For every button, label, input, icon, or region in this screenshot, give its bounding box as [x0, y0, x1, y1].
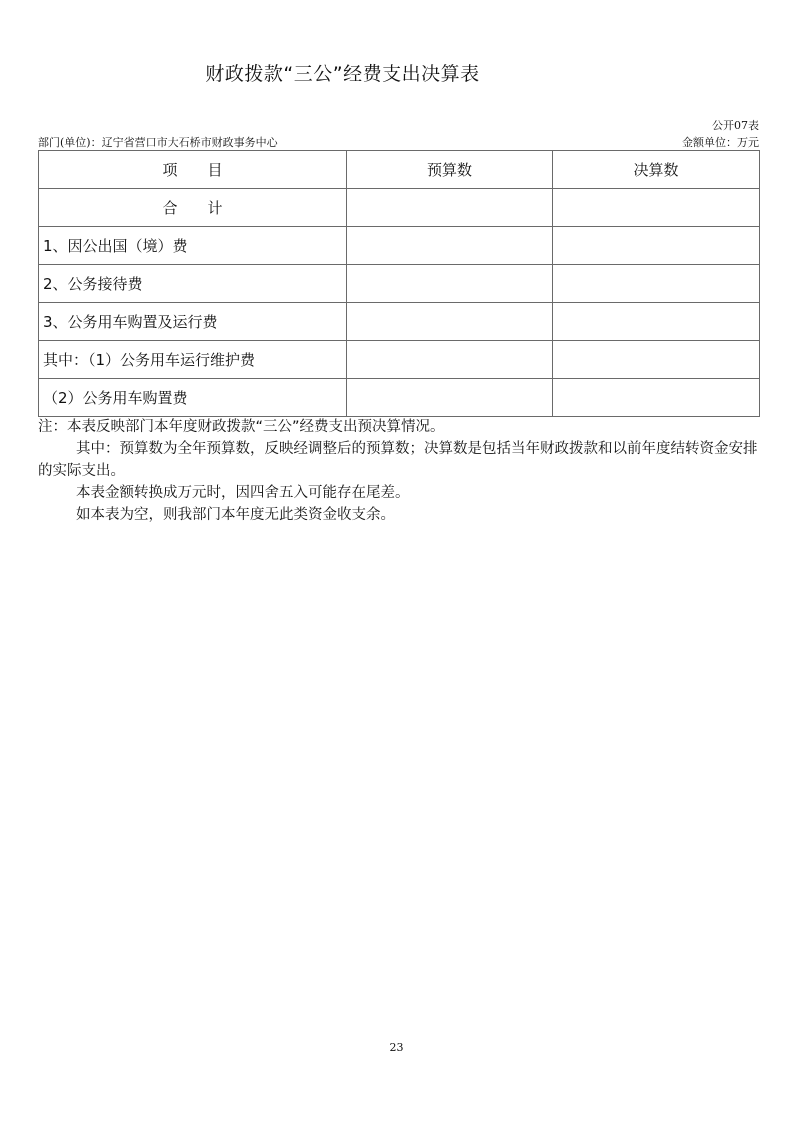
row-label: 2、公务接待费 — [39, 265, 347, 303]
row-final — [553, 341, 760, 379]
row-final — [553, 379, 760, 417]
table-row-total — [39, 189, 760, 227]
table-row — [39, 227, 760, 265]
note-line: 本表金额转换成万元时，因四舍五入可能存在尾差。 — [76, 485, 410, 501]
row-label: 1、因公出国（境）费 — [39, 227, 347, 265]
row-label: 3、公务用车购置及运行费 — [39, 303, 347, 341]
note-line: 其中：预算数为全年预算数，反映经调整后的预算数；决算数是包括当年财政拨款和以前年度结转资金安排的实际支出。 — [38, 441, 758, 479]
document-title: 财政拨款“三公”经费支出决算表 — [205, 63, 480, 85]
table-row — [39, 265, 760, 303]
note-line: 注：本表反映部门本年度财政拨款“三公”经费支出预决算情况。 — [38, 419, 445, 435]
row-budget — [347, 227, 553, 265]
unit-label: 金额单位：万元 — [682, 136, 759, 149]
page-number: 23 — [389, 1041, 404, 1054]
department-label: 部门(单位)：辽宁省营口市大石桥市财政事务中心 — [38, 136, 278, 149]
notes-section — [38, 416, 760, 526]
row-budget — [347, 189, 553, 227]
form-code: 公开07表 — [712, 119, 759, 132]
row-label: 其中：（1）公务用车运行维护费 — [39, 341, 347, 379]
header-budget: 预算数 — [347, 151, 553, 189]
meta-row — [38, 134, 759, 150]
row-final — [553, 227, 760, 265]
table-row — [39, 341, 760, 379]
table-header-row — [39, 151, 760, 189]
note-line: 如本表为空，则我部门本年度无此类资金收支余。 — [76, 507, 395, 523]
header-final: 决算数 — [553, 151, 760, 189]
row-label: （2）公务用车购置费 — [39, 379, 347, 417]
row-budget — [347, 303, 553, 341]
expenditure-table — [38, 150, 760, 417]
row-final — [553, 265, 760, 303]
row-budget — [347, 341, 553, 379]
table-row — [39, 379, 760, 417]
table-row — [39, 303, 760, 341]
row-label: 合 计 — [39, 189, 347, 227]
row-budget — [347, 379, 553, 417]
row-final — [553, 189, 760, 227]
row-final — [553, 303, 760, 341]
row-budget — [347, 265, 553, 303]
header-item: 项 目 — [39, 151, 347, 189]
